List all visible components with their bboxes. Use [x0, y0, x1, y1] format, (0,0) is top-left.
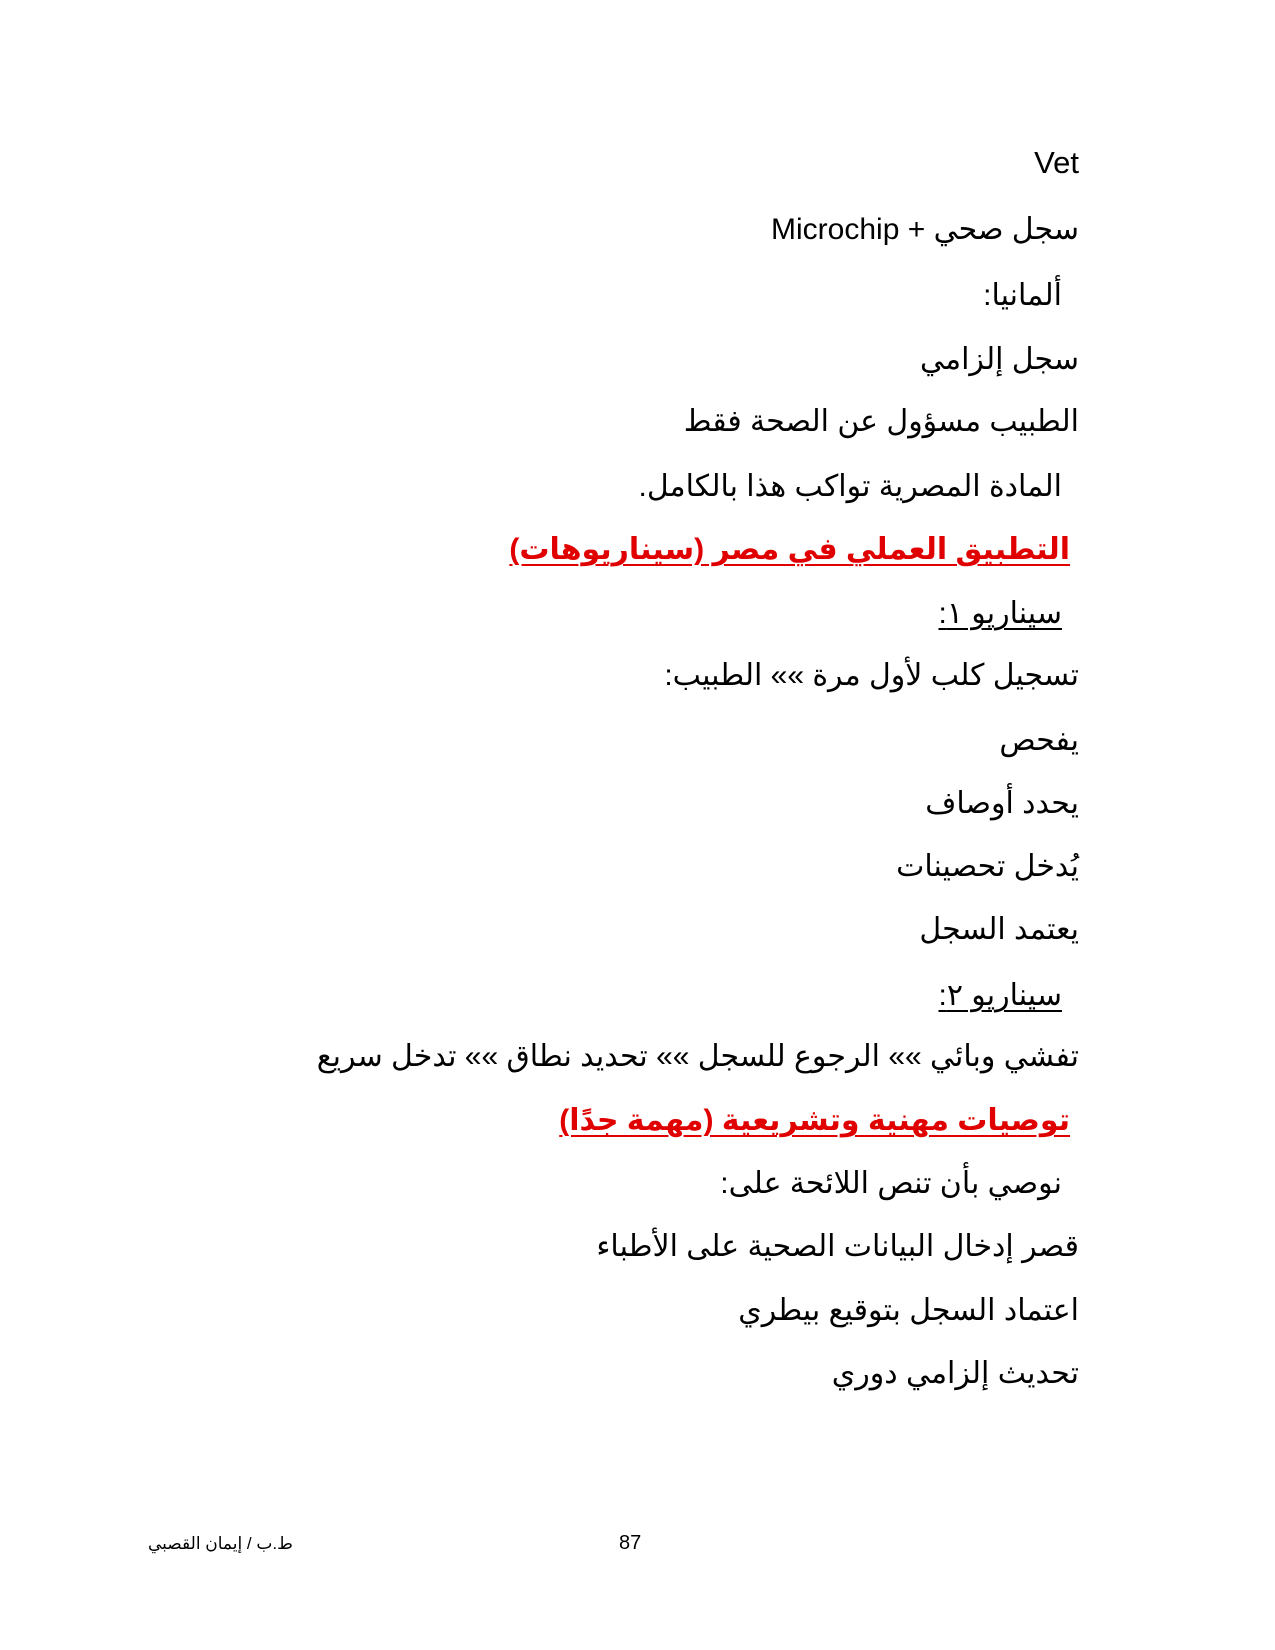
line-egyptian-article: المادة المصرية تواكب هذا بالكامل.	[638, 470, 1062, 503]
footer-page-number: 87	[619, 1532, 642, 1554]
heading-recommendations: توصيات مهنية وتشريعية (مهمة جدًا)	[559, 1104, 1070, 1137]
line-doctor-responsible: الطبيب مسؤول عن الصحة فقط	[683, 405, 1079, 438]
line-recommend-intro: نوصي بأن تنص اللائحة على:	[720, 1167, 1062, 1200]
line-mandatory-record: سجل إلزامي	[920, 343, 1079, 376]
line-describes: يحدد أوصاف	[925, 787, 1079, 820]
line-periodic-update: تحديث إلزامي دوري	[831, 1357, 1079, 1390]
heading-practical-application: التطبيق العملي في مصر (سيناريوهات)	[509, 533, 1070, 566]
line-examines: يفحص	[999, 724, 1079, 757]
footer-author: ط.ب / إيمان القصبي	[148, 1534, 293, 1553]
line-vet-signature: اعتماد السجل بتوقيع بيطري	[738, 1294, 1079, 1327]
line-register-dog: تسجيل كلب لأول مرة »» الطبيب:	[664, 659, 1079, 692]
line-vet: Vet	[1034, 145, 1079, 180]
line-germany: ألمانيا:	[983, 279, 1062, 312]
line-approves: يعتمد السجل	[919, 913, 1079, 946]
line-restrict-entry: قصر إدخال البيانات الصحية على الأطباء	[596, 1230, 1079, 1263]
line-microchip: سجل صحي + Microchip	[771, 213, 1079, 246]
scenario-1-label: سيناريو ١:	[938, 597, 1062, 630]
scenario-2-label: سيناريو ٢:	[938, 979, 1062, 1012]
line-outbreak: تفشي وبائي »» الرجوع للسجل »» تحديد نطاق »» تدخل سريع	[316, 1040, 1079, 1073]
line-vaccinations: يُدخل تحصينات	[896, 850, 1079, 883]
